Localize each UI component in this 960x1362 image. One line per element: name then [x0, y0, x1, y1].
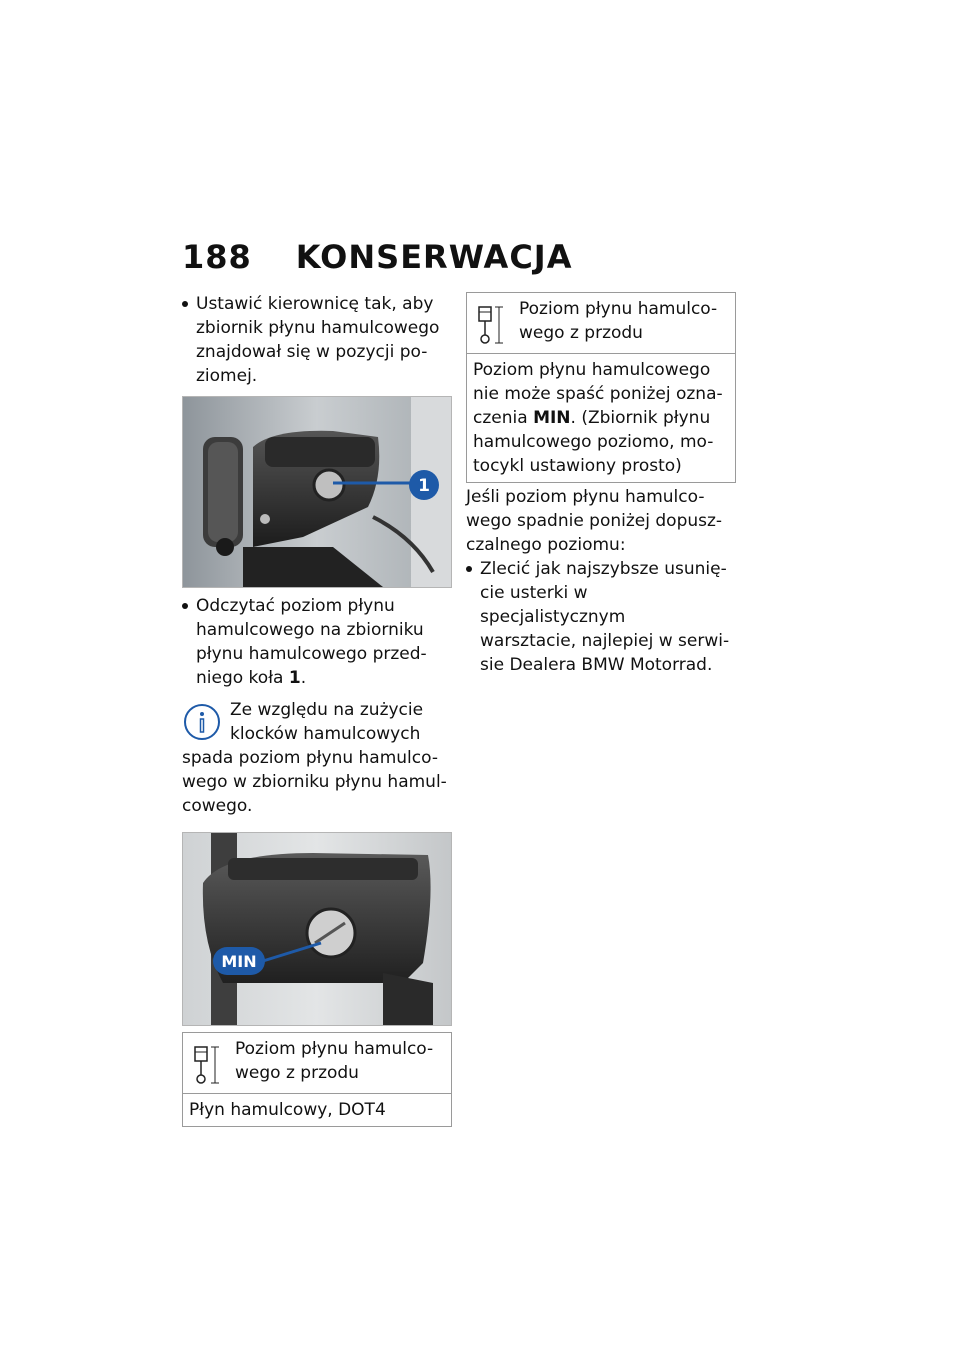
spec-value: Płyn hamulcowy, DOT4: [183, 1094, 452, 1127]
spec-table-fluid: Poziom płynu hamulco- wego z przodu Płyn hamulcowy, DOT4: [182, 1032, 452, 1127]
page-header: [182, 238, 572, 278]
reservoir-min-photo: [182, 832, 452, 1026]
brake-reservoir-photo: [182, 396, 452, 588]
bullet-dot: [182, 301, 188, 307]
bullet-dot: [466, 566, 472, 572]
left-column: [182, 292, 452, 1127]
spec-title: Poziom płynu hamulco-: [235, 1039, 434, 1059]
spec-table-level: Poziom płynu hamulco- wego z przodu Poziom płynu hamulcowego nie może spaść poniżej ozna- czenia MIN. (Zbiornik płynu hamulcowego poziomo, mo- tocykl ustawiony prosto): [466, 292, 736, 483]
right-column: [466, 292, 736, 677]
gauge-icon: [189, 1041, 225, 1089]
gauge-icon: [473, 301, 509, 349]
page-number: 188: [182, 238, 252, 276]
bullet-dot: [182, 603, 188, 609]
step-service: Zlecić jak najszybsze usunię- cie usterki w specjalistycznym warsztacie, najlepiej w serwi- sie Dealera BMW Motorrad.: [466, 557, 736, 677]
section-title: KONSERWACJA: [295, 238, 573, 276]
info-note: Ze względu na zużycie klocków hamulcowych spada poziom płynu hamulco- wego w zbiorniku płynu hamul- cowego.: [182, 700, 447, 816]
spec-title: Poziom płynu hamulco-: [519, 299, 718, 319]
step-read-level: Odczytać poziom płynu hamulcowego na zbiorniku płynu hamulcowego przed- niego koła 1.: [182, 594, 452, 690]
low-level-paragraph: Jeśli poziom płynu hamulco- wego spadnie poniżej dopusz- czalnego poziomu:: [466, 487, 723, 555]
info-icon: [182, 702, 222, 742]
callout-1-label: 1: [418, 476, 430, 496]
step-adjust-handlebar: Ustawić kierownicę tak, aby zbiornik płynu hamulcowego znajdował się w pozycji po- ziomej.: [182, 292, 452, 388]
min-callout-label: MIN: [221, 952, 257, 971]
spec-value: Poziom płynu hamulcowego nie może spaść poniżej ozna- czenia MIN. (Zbiornik płynu hamulcowego poziomo, mo- tocykl ustawiony prosto): [467, 354, 736, 483]
